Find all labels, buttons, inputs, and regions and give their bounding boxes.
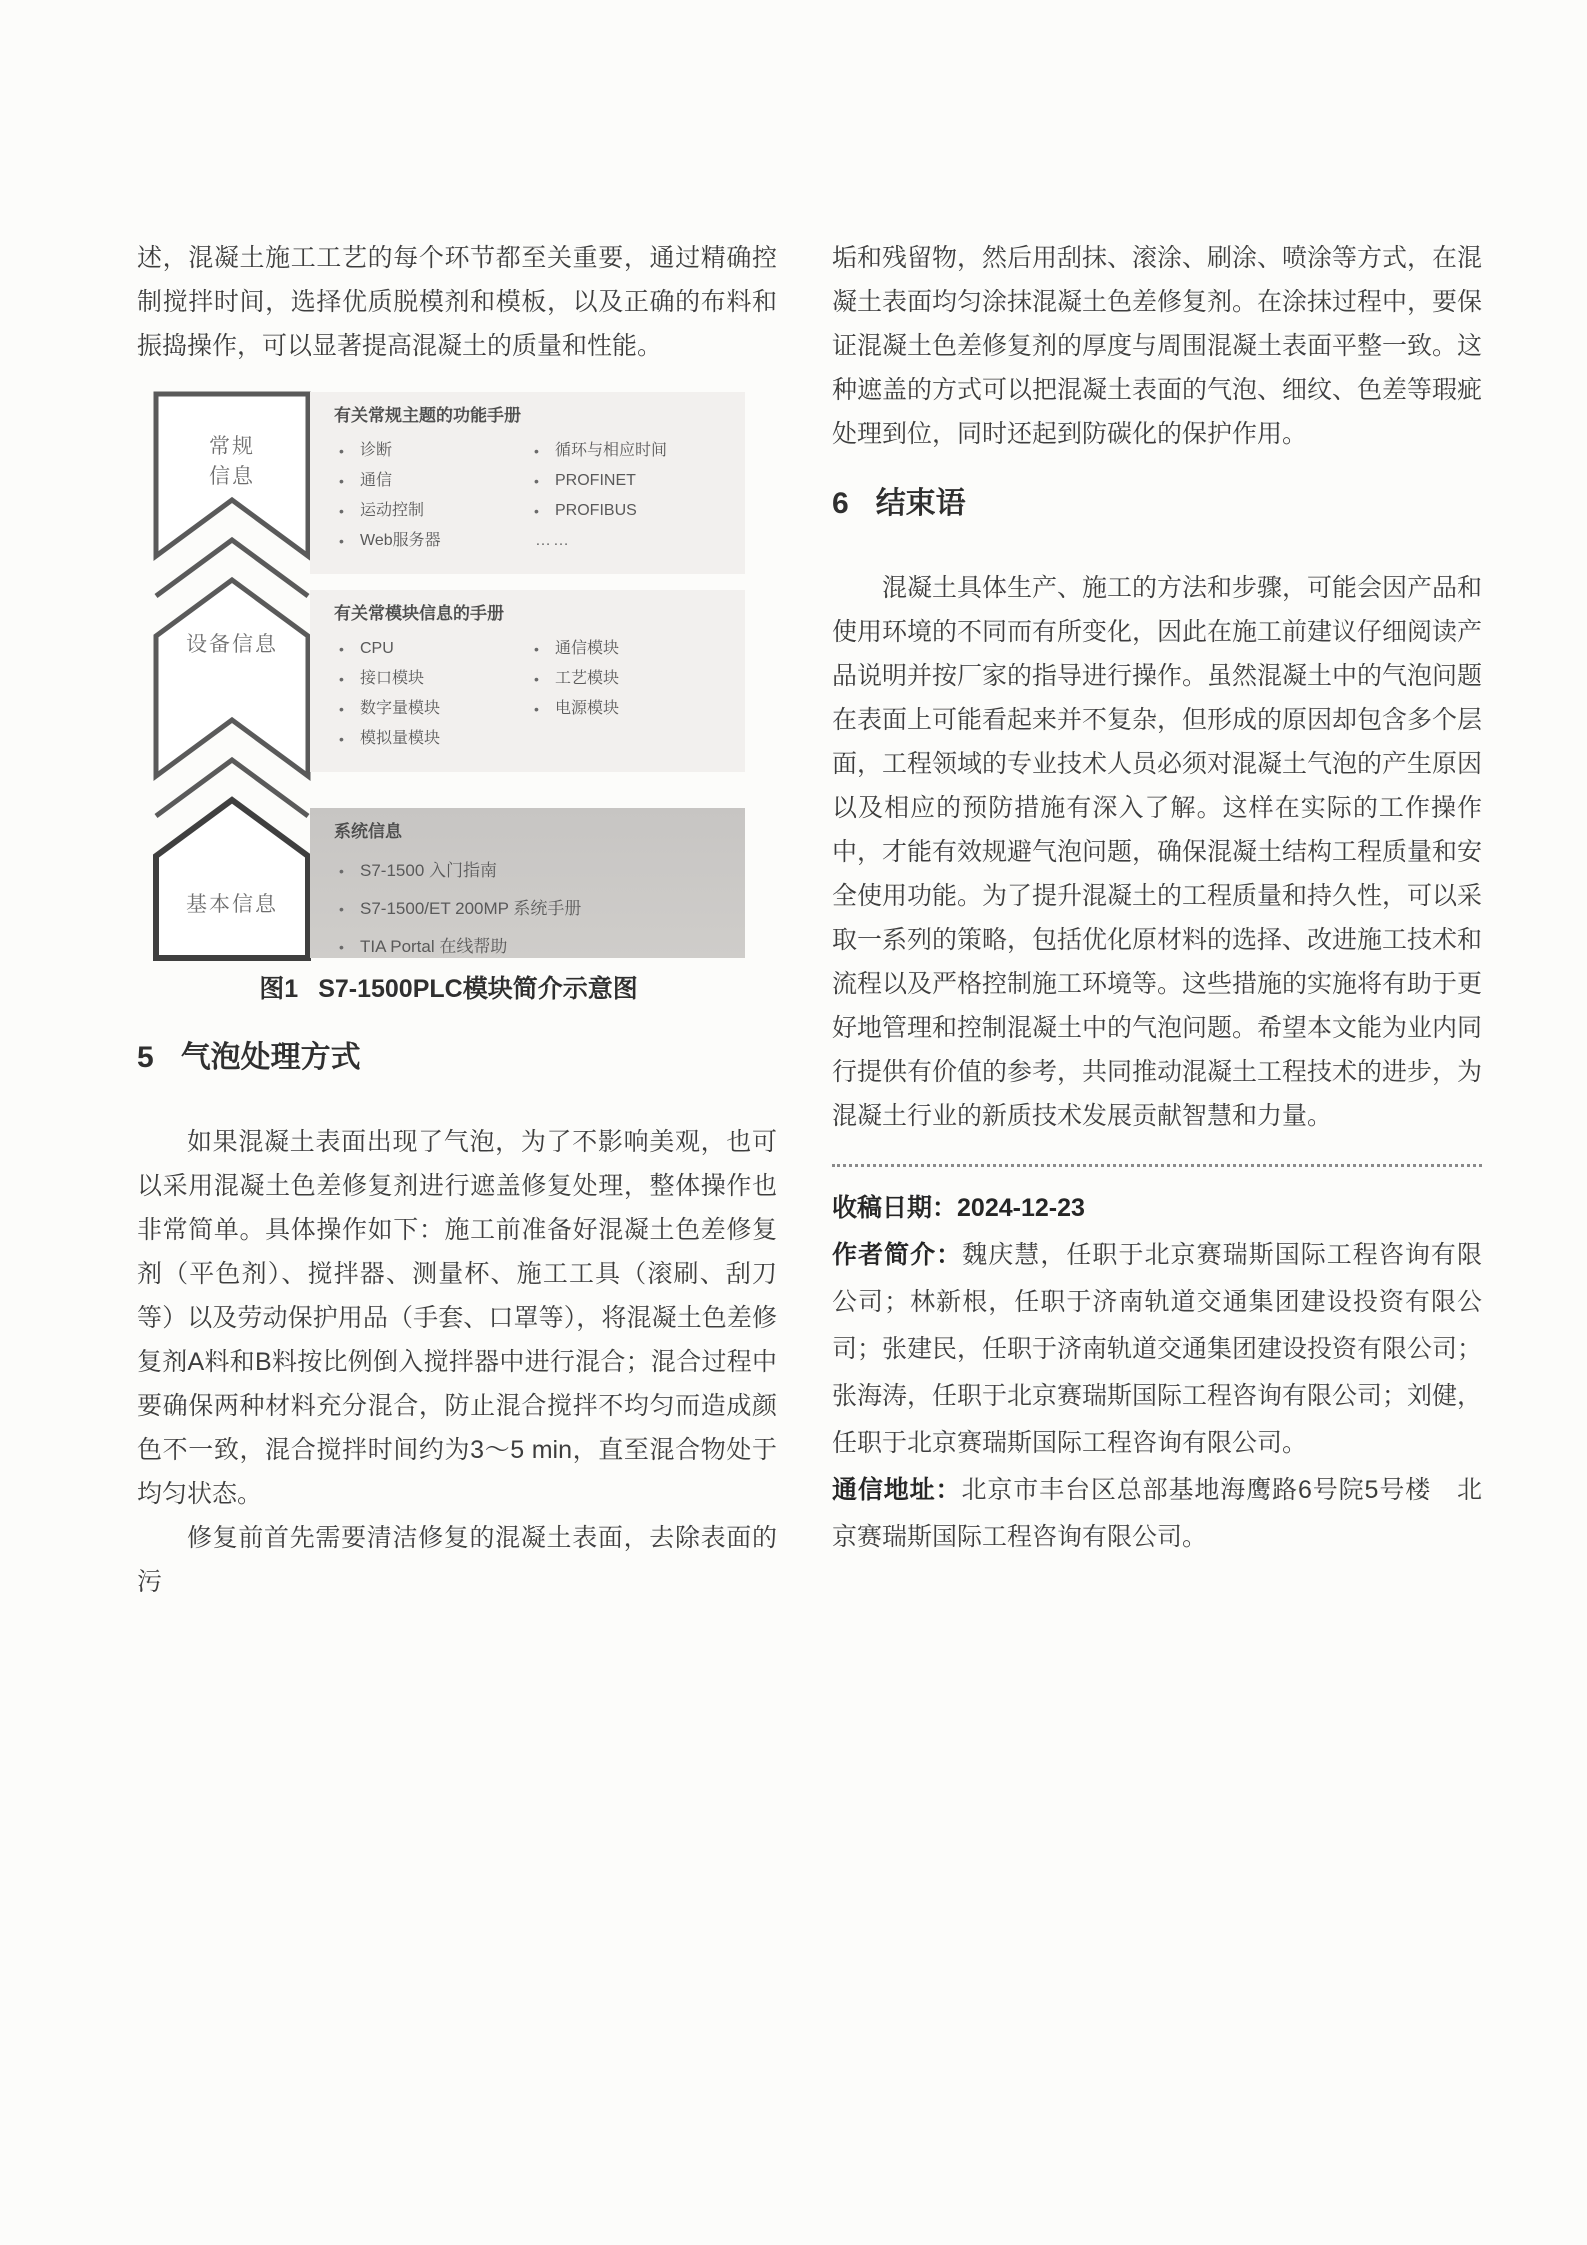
meta-bio-label: 作者简介： (832, 1241, 963, 1269)
fig-box1-list-right (529, 436, 724, 526)
list-item: • 循环与相应时间 (529, 436, 724, 466)
left-column (137, 236, 777, 1604)
list-item: • 电源模块 (529, 694, 724, 724)
banner-label-device: 设备信息 (186, 633, 278, 656)
fig-box2-list-right (529, 634, 724, 724)
figure-caption-label: 图1 (259, 975, 299, 1003)
figure-s7-1500-diagram (152, 390, 745, 962)
list-item: • 接口模块 (334, 664, 529, 694)
banner-shape-device (156, 580, 308, 776)
fig-box-title: 有关常规主题的功能手册 (334, 406, 521, 425)
fig-box-module-manuals (310, 590, 745, 772)
fig-box-system-info (310, 808, 745, 958)
list-item: • PROFIBUS (529, 496, 724, 526)
dotted-divider (832, 1164, 1482, 1167)
figure-info-boxes (310, 390, 745, 962)
list-item: • 通信模块 (529, 634, 724, 664)
list-item: • Web服务器 (334, 526, 529, 556)
fig-box-title: 有关常模块信息的手册 (334, 604, 504, 623)
list-item: • S7-1500 入门指南 (334, 852, 745, 890)
meta-bio-text: 魏庆慧，任职于北京赛瑞斯国际工程咨询有限公司；林新根，任职于济南轨道交通集团建设投资有限公司；张建民，任职于济南轨道交通集团建设投资有限公司；张海涛，任职于北京赛瑞斯国际工程咨询有限公司；刘健，任职于北京赛瑞斯国际工程咨询有限公司。 (832, 1241, 1483, 1457)
paragraph-bubble-treatment: 如果混凝土表面出现了气泡，为了不影响美观，也可以采用混凝土色差修复剂进行遮盖修复处理，整体操作也非常简单。具体操作如下：施工前准备好混凝土色差修复剂（平色剂）、搅拌器、测量杯、施工工具（滚刷、刮刀等）以及劳动保护用品（手套、口罩等），将混凝土色差修复剂A料和B料按比例倒入搅拌器中进行混合；混合过程中要确保两种材料充分混合，防止混合搅拌不均匀而造成颜色不一致，混合搅拌时间约为3～5 min，直至混合物处于均匀状态。 (137, 1128, 777, 1508)
figure-caption (152, 968, 745, 1010)
list-item: • 诊断 (334, 436, 529, 466)
paragraph-continuation-left: 述，混凝土施工工艺的每个环节都至关重要，通过精确控制搅拌时间，选择优质脱模剂和模板，以及正确的布料和振捣操作，可以显著提高混凝土的质量和性能。 (137, 244, 777, 360)
meta-address-label: 通信地址： (832, 1476, 962, 1504)
banner-label-basic: 基本信息 (186, 893, 278, 916)
list-item: • 数字量模块 (334, 694, 529, 724)
list-item: • 运动控制 (334, 496, 529, 526)
paragraph-conclusion: 混凝土具体生产、施工的方法和步骤，可能会因产品和使用环境的不同而有所变化，因此在施工前建议仔细阅读产品说明并按厂家的指导进行操作。虽然混凝土中的气泡问题在表面上可能看起来并不复杂，但形成的原因却包含多个层面，工程领域的专业技术人员必须对混凝土气泡的产生原因以及相应的预防措施有深入了解。这样在实际的工作操作中，才能有效规避气泡问题，确保混凝土结构工程质量和安全使用功能。为了提升混凝土的工程质量和持久性，可以采取一系列的策略，包括优化原材料的选择、改进施工技术和流程以及严格控制施工环境等。这些措施的实施将有助于更好地管理和控制混凝土中的气泡问题。希望本文能为业内同行提供有价值的参考，共同推动混凝土工程技术的进步，为混凝土行业的新质技术发展贡献智慧和力量。 (832, 574, 1483, 1130)
section-number: 5 (137, 1041, 154, 1074)
list-item: • 模拟量模块 (334, 724, 529, 754)
meta-author-bio (832, 1232, 1482, 1467)
fig-box1-list-left (334, 436, 529, 556)
list-item: • PROFINET (529, 466, 724, 496)
fig-box-title: 系统信息 (334, 822, 402, 841)
paragraph-continuation-right: 垢和残留物，然后用刮抹、滚涂、刷涂、喷涂等方式，在混凝土表面均匀涂抹混凝土色差修复剂。在涂抹过程中，要保证混凝土色差修复剂的厚度与周围混凝土表面平整一致。这种遮盖的方式可以把混凝土表面的气泡、细纹、色差等瑕疵处理到位，同时还起到防碳化的保护作用。 (832, 244, 1483, 448)
section-title: 气泡处理方式 (180, 1041, 361, 1074)
meta-address (832, 1467, 1482, 1561)
meta-received-label: 收稿日期： (832, 1194, 958, 1222)
right-column (832, 236, 1482, 1561)
list-item: • TIA Portal 在线帮助 (334, 928, 745, 966)
figure-caption-text: S7-1500PLC模块简介示意图 (318, 975, 638, 1003)
section-heading-6 (832, 482, 1482, 526)
list-item: • CPU (334, 634, 529, 664)
fig-box2-list-left (334, 634, 529, 754)
section-title: 结束语 (875, 487, 966, 520)
meta-received-value: 2024-12-23 (957, 1194, 1085, 1222)
banner-shape-basic (156, 800, 308, 958)
list-item: • 工艺模块 (529, 664, 724, 694)
fig-box3-list (334, 852, 745, 966)
meta-received-date (832, 1185, 1482, 1232)
list-item: • S7-1500/ET 200MP 系统手册 (334, 890, 745, 928)
list-item: • 通信 (334, 466, 529, 496)
figure-banner-column (152, 390, 312, 962)
banner-label-general: 常规信息 (208, 435, 255, 488)
section-number: 6 (832, 487, 849, 520)
section-heading-5 (137, 1036, 777, 1080)
meta-address-text: 北京市丰台区总部基地海鹰路6号院5号楼 北京赛瑞斯国际工程咨询有限公司。 (832, 1476, 1482, 1551)
fig-box-general-manuals (310, 392, 745, 574)
paragraph-repair-start: 修复前首先需要清洁修复的混凝土表面，去除表面的污 (137, 1524, 777, 1596)
article-meta (832, 1185, 1482, 1561)
fig-box1-ellipsis: …… (535, 532, 571, 549)
